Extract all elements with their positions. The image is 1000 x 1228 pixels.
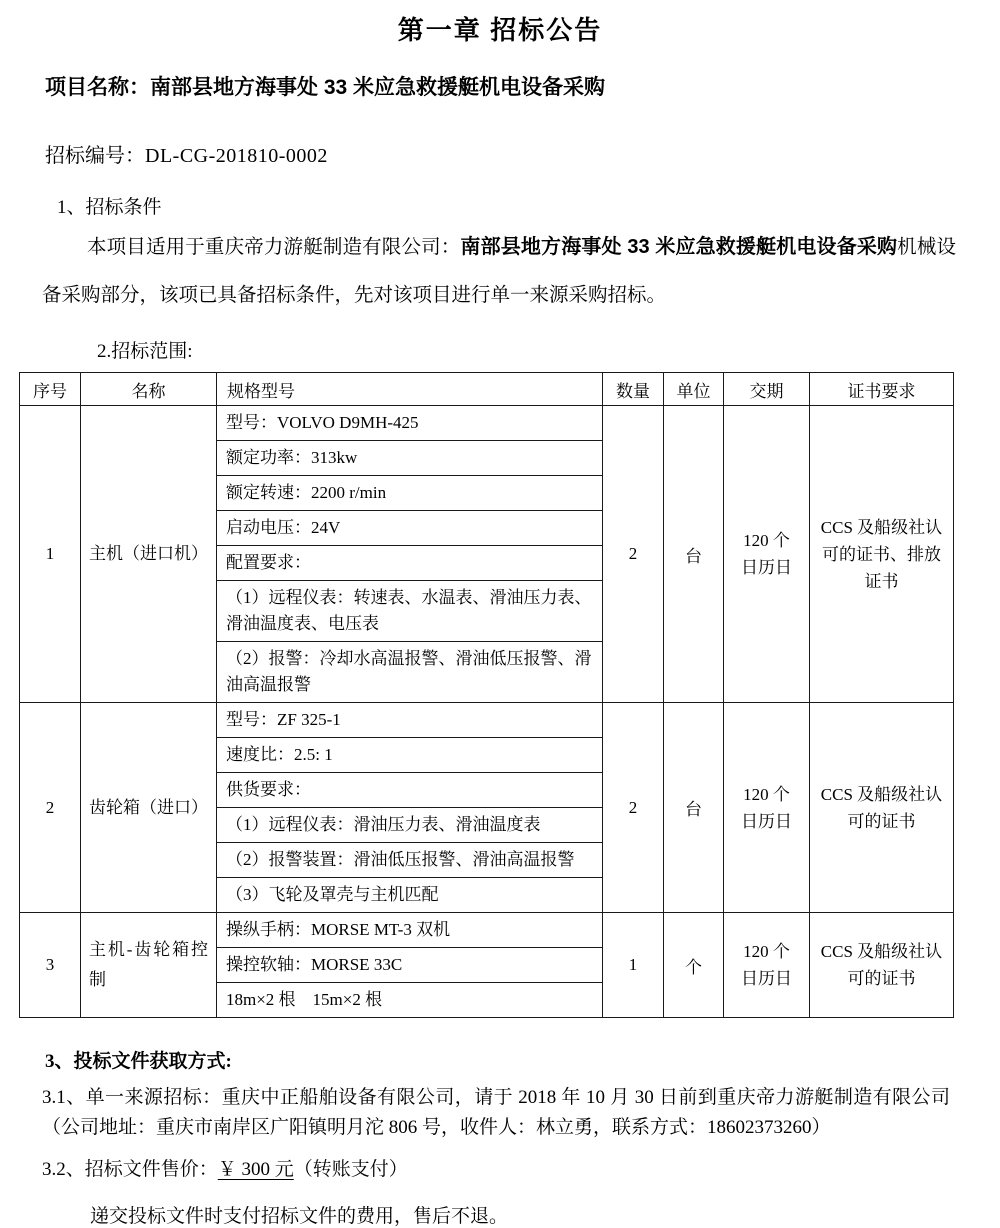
table-header-row [20, 373, 954, 406]
price-label: 3.2、招标文件售价： [42, 1159, 218, 1180]
section-3-heading: 3、投标文件获取方式: [45, 1051, 232, 1072]
cell-certificate: CCS 及船级社认可的证书、排放证书 [810, 406, 954, 703]
cell-name: 齿轮箱（进口） [81, 703, 217, 913]
cell-spec: （1）远程仪表：滑油压力表、滑油温度表 [217, 808, 603, 843]
cell-unit: 台 [664, 406, 724, 703]
cell-spec: （2）报警：冷却水高温报警、滑油低压报警、滑油高温报警 [217, 642, 603, 703]
column-header: 规格型号 [217, 373, 603, 406]
section-3-note: 递交投标文件时支付招标文件的费用，售后不退。 [90, 1206, 509, 1227]
cell-spec: 额定功率：313kw [217, 441, 603, 476]
project-name-label: 项目名称： [45, 75, 150, 99]
tender-scope-table [19, 372, 954, 1018]
paragraph-tail: 机械设备采购部分，该项已具备招标条件，先对该项目进行单一来源采购招标。 [42, 237, 956, 306]
tender-number-label: 招标编号： [45, 145, 145, 167]
cell-quantity: 1 [603, 913, 664, 1018]
cell-spec: 型号：ZF 325-1 [217, 703, 603, 738]
cell-spec: 供货要求： [217, 773, 603, 808]
payment-method: （转账支付） [293, 1159, 408, 1180]
cell-name: 主机-齿轮箱控制 [81, 913, 217, 1018]
cell-unit: 台 [664, 703, 724, 913]
column-header: 数量 [603, 373, 664, 406]
cell-spec: （2）报警装置：滑油低压报警、滑油高温报警 [217, 843, 603, 878]
table-row [20, 913, 954, 948]
column-header: 单位 [664, 373, 724, 406]
project-name-value: 南部县地方海事处 33 米应急救援艇机电设备采购 [150, 76, 606, 99]
cell-spec: 额定转速：2200 r/min [217, 476, 603, 511]
cell-spec: 配置要求： [217, 546, 603, 581]
cell-seq-no: 1 [20, 406, 81, 703]
column-header: 名称 [81, 373, 217, 406]
cell-spec: 速度比：2.5: 1 [217, 738, 603, 773]
cell-name: 主机（进口机） [81, 406, 217, 703]
cell-spec: 操控软轴：MORSE 33C [217, 948, 603, 983]
paragraph-lead: 本项目适用于重庆帝力游艇制造有限公司： [87, 237, 461, 258]
cell-spec: （3）飞轮及罩壳与主机匹配 [217, 878, 603, 913]
document-page [0, 10, 1000, 1227]
cell-spec: 操纵手柄：MORSE MT-3 双机 [217, 913, 603, 948]
cell-certificate: CCS 及船级社认可的证书 [810, 703, 954, 913]
column-header: 证书要求 [810, 373, 954, 406]
section-1-paragraph [42, 223, 956, 320]
section-3-item-3-2 [42, 1155, 950, 1185]
tender-number-line [45, 139, 955, 168]
column-header: 序号 [20, 373, 81, 406]
cell-quantity: 2 [603, 406, 664, 703]
cell-delivery: 120 个日历日 [724, 703, 810, 913]
paragraph-emphasis: 南部县地方海事处 33 米应急救援艇机电设备采购 [460, 236, 898, 258]
cell-spec: （1）远程仪表：转速表、水温表、滑油压力表、滑油温度表、电压表 [217, 581, 603, 642]
cell-seq-no: 3 [20, 913, 81, 1018]
cell-unit: 个 [664, 913, 724, 1018]
table-row [20, 703, 954, 738]
cell-seq-no: 2 [20, 703, 81, 913]
chapter-title: 第一章 招标公告 [397, 16, 603, 45]
section-1-heading: 1、招标条件 [57, 197, 162, 218]
table-body [20, 406, 954, 1018]
column-header: 交期 [724, 373, 810, 406]
section-3-item-3-1: 3.1、单一来源招标：重庆中正船舶设备有限公司，请于 2018 年 10 月 30 日前到重庆帝力游艇制造有限公司（公司地址：重庆市南岸区广阳镇明月沱 806 号，收件人：林立勇，联系方式：18602373260） [42, 1087, 950, 1138]
cell-spec: 18m×2 根 15m×2 根 [217, 983, 603, 1018]
table-row [20, 406, 954, 441]
price-value: ￥ 300 元 [217, 1159, 294, 1180]
cell-spec: 启动电压：24V [217, 511, 603, 546]
cell-quantity: 2 [603, 703, 664, 913]
section-2-heading: 2.招标范围: [97, 341, 193, 362]
project-name-line [45, 71, 955, 101]
tender-number-value: DL-CG-201810-0002 [145, 145, 328, 167]
cell-certificate: CCS 及船级社认可的证书 [810, 913, 954, 1018]
cell-delivery: 120 个日历日 [724, 913, 810, 1018]
cell-spec: 型号：VOLVO D9MH-425 [217, 406, 603, 441]
cell-delivery: 120 个日历日 [724, 406, 810, 703]
